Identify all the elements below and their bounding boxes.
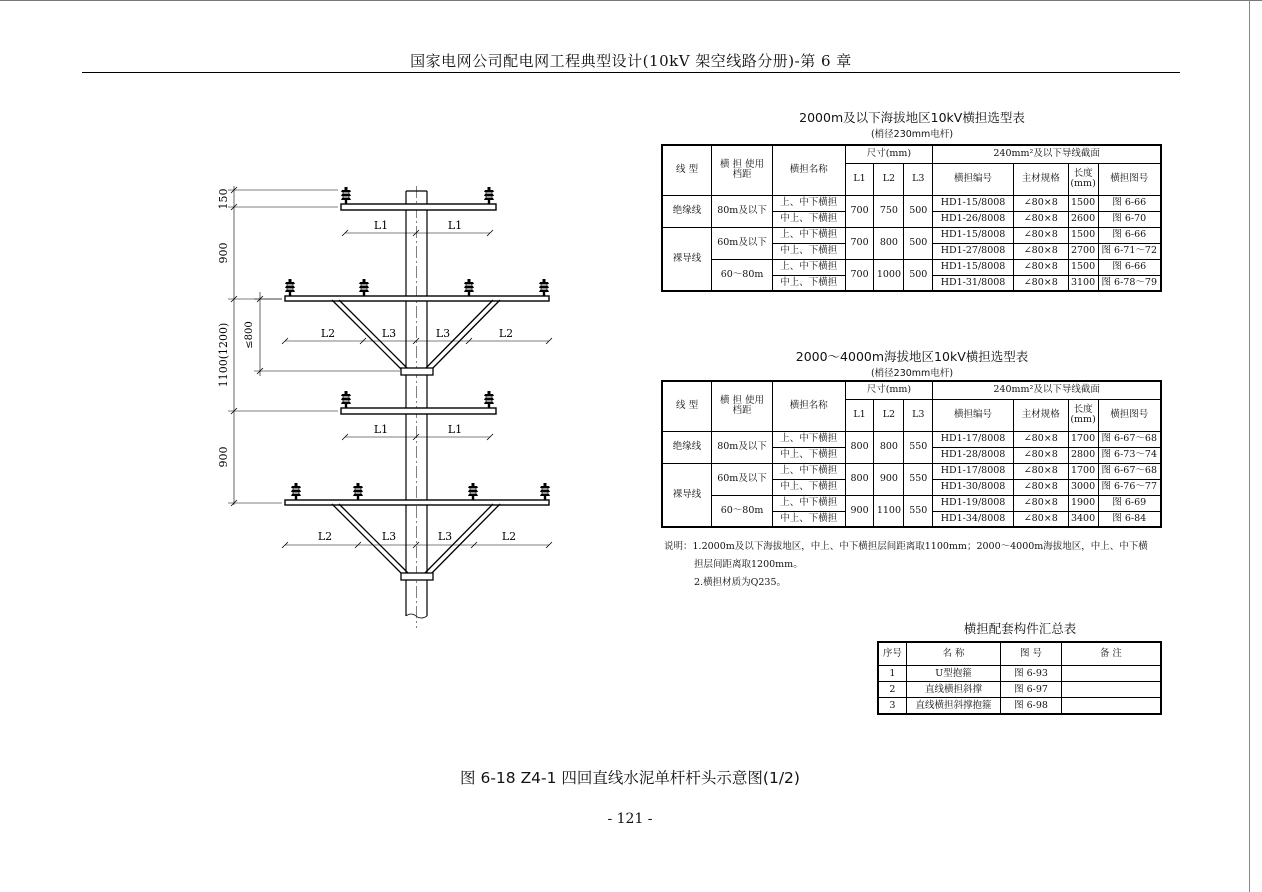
dim-label-l2: L2 [501, 530, 517, 543]
l3-cell: 550 [904, 495, 933, 527]
dim-label-l3: L3 [381, 327, 397, 340]
l2-cell: 1100 [874, 495, 904, 527]
name-cell: 上、中下横担 [772, 195, 845, 211]
l1-cell: 800 [845, 463, 874, 495]
length-cell: 1700 [1068, 463, 1098, 479]
no-cell: 2 [878, 682, 906, 698]
code-cell: HD1-31/8008 [933, 275, 1014, 291]
material-cell: ∠80×8 [1013, 211, 1068, 227]
table-row [662, 227, 1161, 243]
page-frame-right [1249, 0, 1250, 892]
name-cell: 中上、下横担 [772, 447, 845, 463]
l1-cell: 700 [845, 227, 874, 259]
summary-table [877, 641, 1162, 715]
length-cell: 3000 [1068, 479, 1098, 495]
insulator-icon [468, 483, 478, 500]
l2-cell: 750 [874, 195, 904, 227]
table1-title: 2000m及以下海拔地区10kV横担选型表 [799, 110, 1025, 125]
table-row [878, 666, 1161, 682]
table2-subtitle: (梢径230mm电杆) [870, 368, 954, 379]
length-cell: 1500 [1068, 259, 1098, 275]
material-cell: ∠80×8 [1013, 227, 1068, 243]
insulator-icon [464, 279, 474, 296]
length-cell: 2700 [1068, 243, 1098, 259]
name-cell: 上、中下横担 [772, 431, 845, 447]
col-section: 240mm²及以下导线截面 [933, 145, 1161, 163]
fig-cell: 图 6-73～74 [1098, 447, 1161, 463]
l3-cell: 500 [904, 195, 933, 227]
insulator-icon [341, 187, 351, 204]
material-cell: ∠80×8 [1013, 447, 1068, 463]
name-cell: 中上、下横担 [772, 511, 845, 527]
code-cell: HD1-26/8008 [933, 211, 1014, 227]
length-cell: 1500 [1068, 195, 1098, 211]
l2-cell: 800 [874, 227, 904, 259]
fig-cell: 图 6-71～72 [1098, 243, 1161, 259]
length-cell: 1500 [1068, 227, 1098, 243]
remark-cell [1061, 698, 1161, 715]
line-type-cell: 绝缘线 [662, 431, 712, 463]
col-code: 横担编号 [933, 163, 1014, 195]
dim-label-l3: L3 [437, 530, 453, 543]
insulator-icon [291, 483, 301, 500]
l1-cell: 900 [845, 495, 874, 527]
col-remark: 备 注 [1061, 642, 1161, 666]
line-type-cell: 裸导线 [662, 227, 712, 291]
summary-title: 横担配套构件汇总表 [963, 621, 1077, 636]
l3-cell: 500 [904, 227, 933, 259]
span-cell: 60m及以下 [712, 227, 773, 259]
table1-subtitle: (梢径230mm电杆) [870, 129, 954, 140]
material-cell: ∠80×8 [1013, 511, 1068, 527]
l3-cell: 550 [904, 431, 933, 463]
material-cell: ∠80×8 [1013, 431, 1068, 447]
col-code: 横担编号 [933, 399, 1014, 431]
figure-caption: 图 6-18 Z4-1 四回直线水泥单杆杆头示意图(1/2) [460, 769, 800, 787]
insulator-icon [353, 483, 363, 500]
fig-cell: 图 6-67～68 [1098, 431, 1161, 447]
code-cell: HD1-19/8008 [933, 495, 1014, 511]
col-line-type: 线 型 [662, 145, 712, 195]
no-cell: 3 [878, 698, 906, 715]
table-row [662, 259, 1161, 275]
notes [664, 538, 1164, 592]
pole-head-drawing [0, 0, 620, 700]
col-fig: 横担图号 [1098, 399, 1161, 431]
dim-label-l1: L1 [373, 219, 389, 232]
col-l2: L2 [874, 163, 904, 195]
insulator-icon [341, 391, 351, 408]
dim-label-l1: L1 [373, 423, 389, 436]
length-cell: 1900 [1068, 495, 1098, 511]
col-fig: 图 号 [1001, 642, 1061, 666]
span-cell: 80m及以下 [712, 431, 773, 463]
fig-cell: 图 6-66 [1098, 259, 1161, 275]
col-length: 长度 (mm) [1068, 163, 1098, 195]
line-type-cell: 绝缘线 [662, 195, 712, 227]
page-header: 国家电网公司配电网工程典型设计(10kV 架空线路分册)-第 6 章 [410, 52, 852, 70]
col-section: 240mm²及以下导线截面 [933, 381, 1161, 399]
l3-cell: 550 [904, 463, 933, 495]
l2-cell: 800 [874, 431, 904, 463]
code-cell: HD1-30/8008 [933, 479, 1014, 495]
l1-cell: 800 [845, 431, 874, 463]
length-cell: 2600 [1068, 211, 1098, 227]
note-line-1: 说明：1.2000m及以下海拔地区，中上、中下横担层间距离取1100mm；2000～4000m海拔地区，中上、中下横 [664, 541, 1148, 552]
span-cell: 60～80m [712, 259, 773, 291]
span-cell: 60m及以下 [712, 463, 773, 495]
remark-cell [1061, 682, 1161, 698]
name-cell: 中上、下横担 [772, 211, 845, 227]
l1-cell: 700 [845, 195, 874, 227]
col-size: 尺寸(mm) [845, 381, 933, 399]
col-l1: L1 [845, 399, 874, 431]
dim-label-l2: L2 [320, 327, 336, 340]
name-cell: 中上、下横担 [772, 243, 845, 259]
table-row [878, 698, 1161, 715]
table1 [661, 144, 1162, 292]
col-size: 尺寸(mm) [845, 145, 933, 163]
dim-label-l1: L1 [447, 423, 463, 436]
col-span: 横 担 使用档距 [712, 145, 773, 195]
page-number: - 121 - [607, 811, 653, 827]
fig-cell: 图 6-66 [1098, 227, 1161, 243]
length-cell: 2800 [1068, 447, 1098, 463]
col-name: 横担名称 [772, 381, 845, 431]
insulator-icon [540, 483, 550, 500]
dim-150: 150 [217, 188, 230, 210]
col-span: 横 担 使用档距 [712, 381, 773, 431]
length-cell: 3100 [1068, 275, 1098, 291]
code-cell: HD1-15/8008 [933, 259, 1014, 275]
material-cell: ∠80×8 [1013, 275, 1068, 291]
fig-cell: 图 6-93 [1001, 666, 1061, 682]
dim-label-l2: L2 [498, 327, 514, 340]
dim-label-l2: L2 [317, 530, 333, 543]
name-cell: 上、中下横担 [772, 227, 845, 243]
name-cell: 直线横担斜撑 [906, 682, 1001, 698]
l3-cell: 500 [904, 259, 933, 291]
fig-cell: 图 6-66 [1098, 195, 1161, 211]
dim-900-lower: 900 [217, 446, 230, 468]
table-row [878, 682, 1161, 698]
l2-cell: 1000 [874, 259, 904, 291]
col-name: 横担名称 [772, 145, 845, 195]
table-row [662, 195, 1161, 211]
col-line-type: 线 型 [662, 381, 712, 431]
code-cell: HD1-17/8008 [933, 431, 1014, 447]
no-cell: 1 [878, 666, 906, 682]
concrete-pole [406, 186, 427, 628]
fig-cell: 图 6-76～77 [1098, 479, 1161, 495]
table2 [661, 380, 1162, 528]
col-name: 名 称 [906, 642, 1001, 666]
dim-label-l3: L3 [381, 530, 397, 543]
dim-label-l1: L1 [447, 219, 463, 232]
material-cell: ∠80×8 [1013, 479, 1068, 495]
name-cell: 中上、下横担 [772, 275, 845, 291]
fig-cell: 图 6-70 [1098, 211, 1161, 227]
material-cell: ∠80×8 [1013, 243, 1068, 259]
col-material: 主材规格 [1013, 399, 1068, 431]
col-material: 主材规格 [1013, 163, 1068, 195]
fig-cell: 图 6-98 [1001, 698, 1061, 715]
code-cell: HD1-27/8008 [933, 243, 1014, 259]
col-l2: L2 [874, 399, 904, 431]
name-cell: 上、中下横担 [772, 463, 845, 479]
code-cell: HD1-15/8008 [933, 227, 1014, 243]
fig-cell: 图 6-78～79 [1098, 275, 1161, 291]
dim-le-800: ≤800 [244, 321, 255, 349]
fig-cell: 图 6-84 [1098, 511, 1161, 527]
name-cell: 直线横担斜撑抱箍 [906, 698, 1001, 715]
dim-label-l3: L3 [435, 327, 451, 340]
insulator-icon [539, 279, 549, 296]
code-cell: HD1-17/8008 [933, 463, 1014, 479]
col-length: 长度 (mm) [1068, 399, 1098, 431]
material-cell: ∠80×8 [1013, 463, 1068, 479]
name-cell: 上、中下横担 [772, 259, 845, 275]
dim-1100-1200: 1100(1200) [217, 322, 230, 388]
name-cell: 上、中下横担 [772, 495, 845, 511]
table2-title: 2000～4000m海拔地区10kV横担选型表 [795, 349, 1029, 364]
length-cell: 1700 [1068, 431, 1098, 447]
material-cell: ∠80×8 [1013, 195, 1068, 211]
upper-cross-arm-2 [341, 391, 496, 414]
table-row [662, 463, 1161, 479]
col-fig: 横担图号 [1098, 163, 1161, 195]
l1-cell: 700 [845, 259, 874, 291]
name-cell: U型抱箍 [906, 666, 1001, 682]
col-no: 序号 [878, 642, 906, 666]
fig-cell: 图 6-97 [1001, 682, 1061, 698]
table-row [662, 431, 1161, 447]
length-cell: 3400 [1068, 511, 1098, 527]
code-cell: HD1-28/8008 [933, 447, 1014, 463]
code-cell: HD1-15/8008 [933, 195, 1014, 211]
line-type-cell: 裸导线 [662, 463, 712, 527]
table-row [662, 495, 1161, 511]
note-line-2: 担层间距离取1200mm。 [694, 559, 803, 570]
material-cell: ∠80×8 [1013, 259, 1068, 275]
fig-cell: 图 6-69 [1098, 495, 1161, 511]
insulator-icon [285, 279, 295, 296]
l2-cell: 900 [874, 463, 904, 495]
col-l1: L1 [845, 163, 874, 195]
insulator-icon [359, 279, 369, 296]
dim-900-upper: 900 [217, 242, 230, 264]
code-cell: HD1-34/8008 [933, 511, 1014, 527]
note-line-3: 2.横担材质为Q235。 [694, 577, 786, 588]
col-l3: L3 [904, 399, 933, 431]
insulator-icon [484, 391, 494, 408]
fig-cell: 图 6-67～68 [1098, 463, 1161, 479]
remark-cell [1061, 666, 1161, 682]
material-cell: ∠80×8 [1013, 495, 1068, 511]
name-cell: 中上、下横担 [772, 479, 845, 495]
span-cell: 80m及以下 [712, 195, 773, 227]
insulator-icon [484, 187, 494, 204]
col-l3: L3 [904, 163, 933, 195]
span-cell: 60～80m [712, 495, 773, 527]
